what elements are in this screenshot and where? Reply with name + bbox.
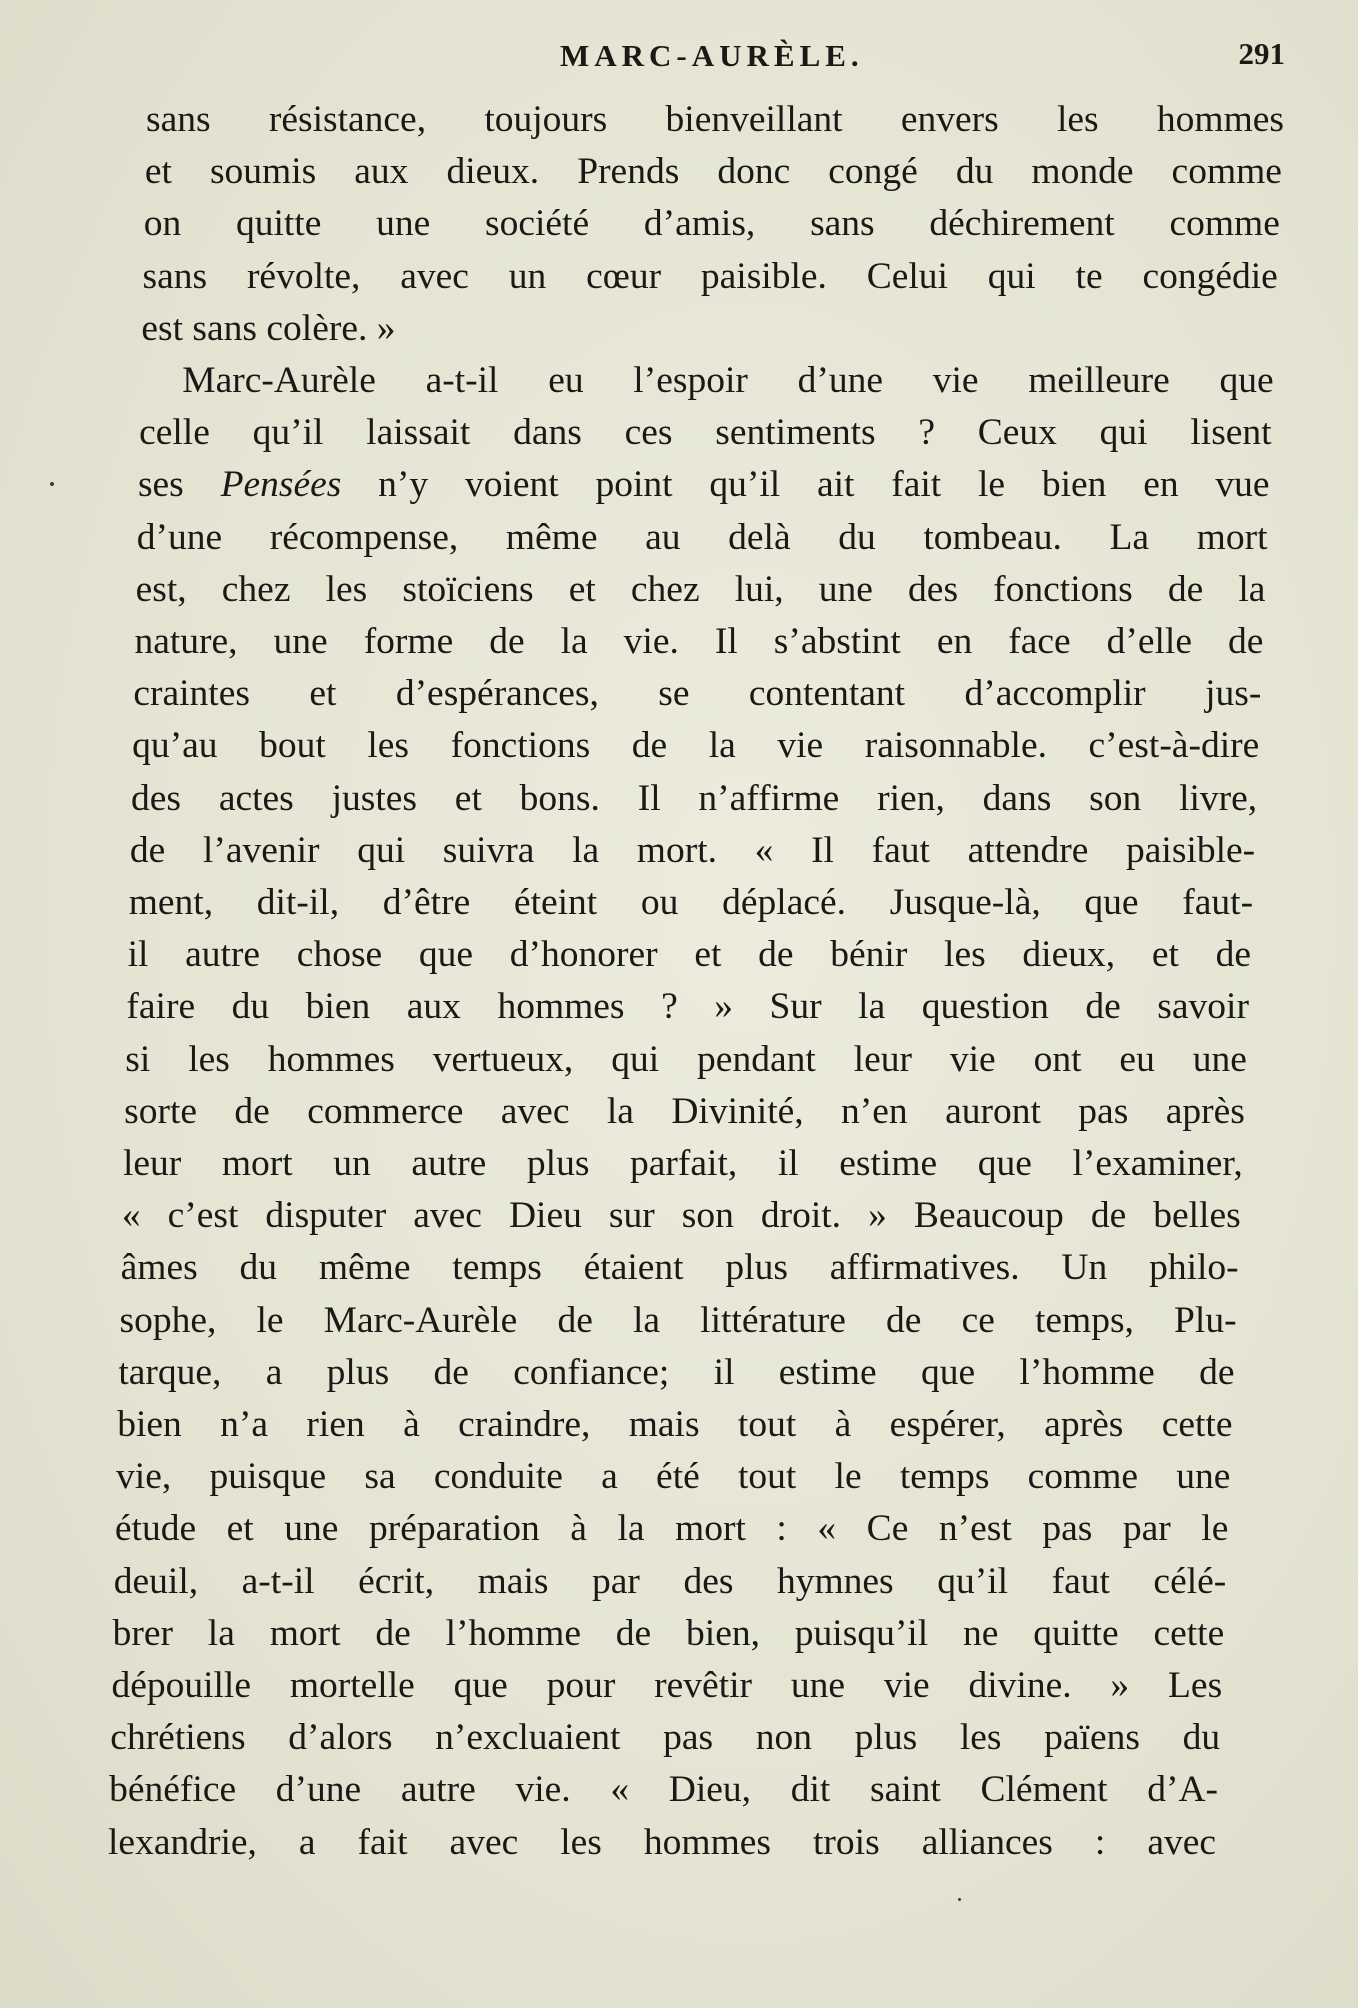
text-line: ment, dit-il, d’être éteint ou déplacé. Jusque-là, que faut- <box>128 882 1254 923</box>
text-line: d’une récompense, même au delà du tombeau. La mort <box>136 516 1268 558</box>
page-number: 291 <box>1238 36 1285 71</box>
text-line: sophe, le Marc-Aurèle de la littérature de ce temps, Plu- <box>119 1299 1237 1341</box>
text-line: faire du bien aux hommes ? » Sur la question de savoir <box>126 986 1249 1028</box>
ink-speck <box>50 482 54 486</box>
text-line: ses Pensées n’y voient point qu’il ait fait le bien en vue <box>137 464 1270 506</box>
running-title: MARC-AURÈLE. <box>560 38 864 73</box>
text-line: étude et une préparation à la mort : « Ce n’est pas par le <box>114 1508 1229 1550</box>
text-line: Marc-Aurèle a-t-il eu l’espoir d’une vie meilleure que <box>182 360 1274 401</box>
text-line: « c’est disputer avec Dieu sur son droit. » Beaucoup de belles <box>121 1195 1241 1237</box>
italic-title: Pensées <box>220 464 342 506</box>
text-line: sorte de commerce avec la Divinité, n’en auront pas après <box>124 1090 1245 1132</box>
text-line: dépouille mortelle que pour revêtir une vie divine. » Les <box>111 1665 1223 1706</box>
text-line: brer la mort de l’homme de bien, puisqu’il ne quitte cette <box>112 1612 1225 1654</box>
text-line: leur mort un autre plus parfait, il estime que l’examiner, <box>122 1143 1243 1184</box>
text-line: lexandrie, a fait avec les hommes trois alliances : avec <box>108 1821 1216 1863</box>
text-line: et soumis aux dieux. Prends donc congé du monde comme <box>144 151 1282 193</box>
text-line: deuil, a-t-il écrit, mais par des hymnes qu’il faut célé- <box>113 1560 1227 1602</box>
text-line: est, chez les stoïciens et chez lui, une des fonctions de la <box>135 568 1266 610</box>
text-line: si les hommes vertueux, qui pendant leur vie ont eu une <box>125 1038 1247 1080</box>
text-line: craintes et d’espérances, se contentant d’accomplir jus- <box>133 673 1262 715</box>
text-line: sans révolte, avec un cœur paisible. Celui qui te congédie <box>142 255 1278 297</box>
text-line: celle qu’il laissait dans ces sentiments ? Ceux qui lisent <box>139 412 1272 454</box>
ink-speck <box>958 1898 961 1901</box>
text-line: des actes justes et bons. Il n’affirme rien, dans son livre, <box>131 777 1258 819</box>
text-line: qu’au bout les fonctions de la vie raisonnable. c’est-à-dire <box>132 725 1260 767</box>
text-line: de l’avenir qui suivra la mort. « Il faut attendre paisible- <box>129 829 1256 871</box>
text-line: sans résistance, toujours bienveillant envers les hommes <box>146 99 1284 140</box>
page-header <box>140 34 1285 78</box>
text-line: chrétiens d’alors n’excluaient pas non plus les païens du <box>110 1717 1221 1759</box>
text-line: bénéfice d’une autre vie. « Dieu, dit saint Clément d’A- <box>109 1769 1219 1811</box>
text-line: tarque, a plus de confiance; il estime que l’homme de <box>118 1351 1235 1393</box>
text-line: est sans colère. » <box>141 307 396 349</box>
text-line: âmes du même temps étaient plus affirmatives. Un philo- <box>120 1247 1239 1289</box>
text-line: vie, puisque sa conduite a été tout le temps comme une <box>116 1456 1231 1498</box>
text-line: bien n’a rien à craindre, mais tout à espérer, après cette <box>117 1404 1233 1445</box>
text-line: nature, une forme de la vie. Il s’abstint en face d’elle de <box>134 621 1264 662</box>
text-line: on quitte une société d’amis, sans déchirement comme <box>143 203 1280 245</box>
text-line: il autre chose que d’honorer et de bénir les dieux, et de <box>127 934 1252 976</box>
